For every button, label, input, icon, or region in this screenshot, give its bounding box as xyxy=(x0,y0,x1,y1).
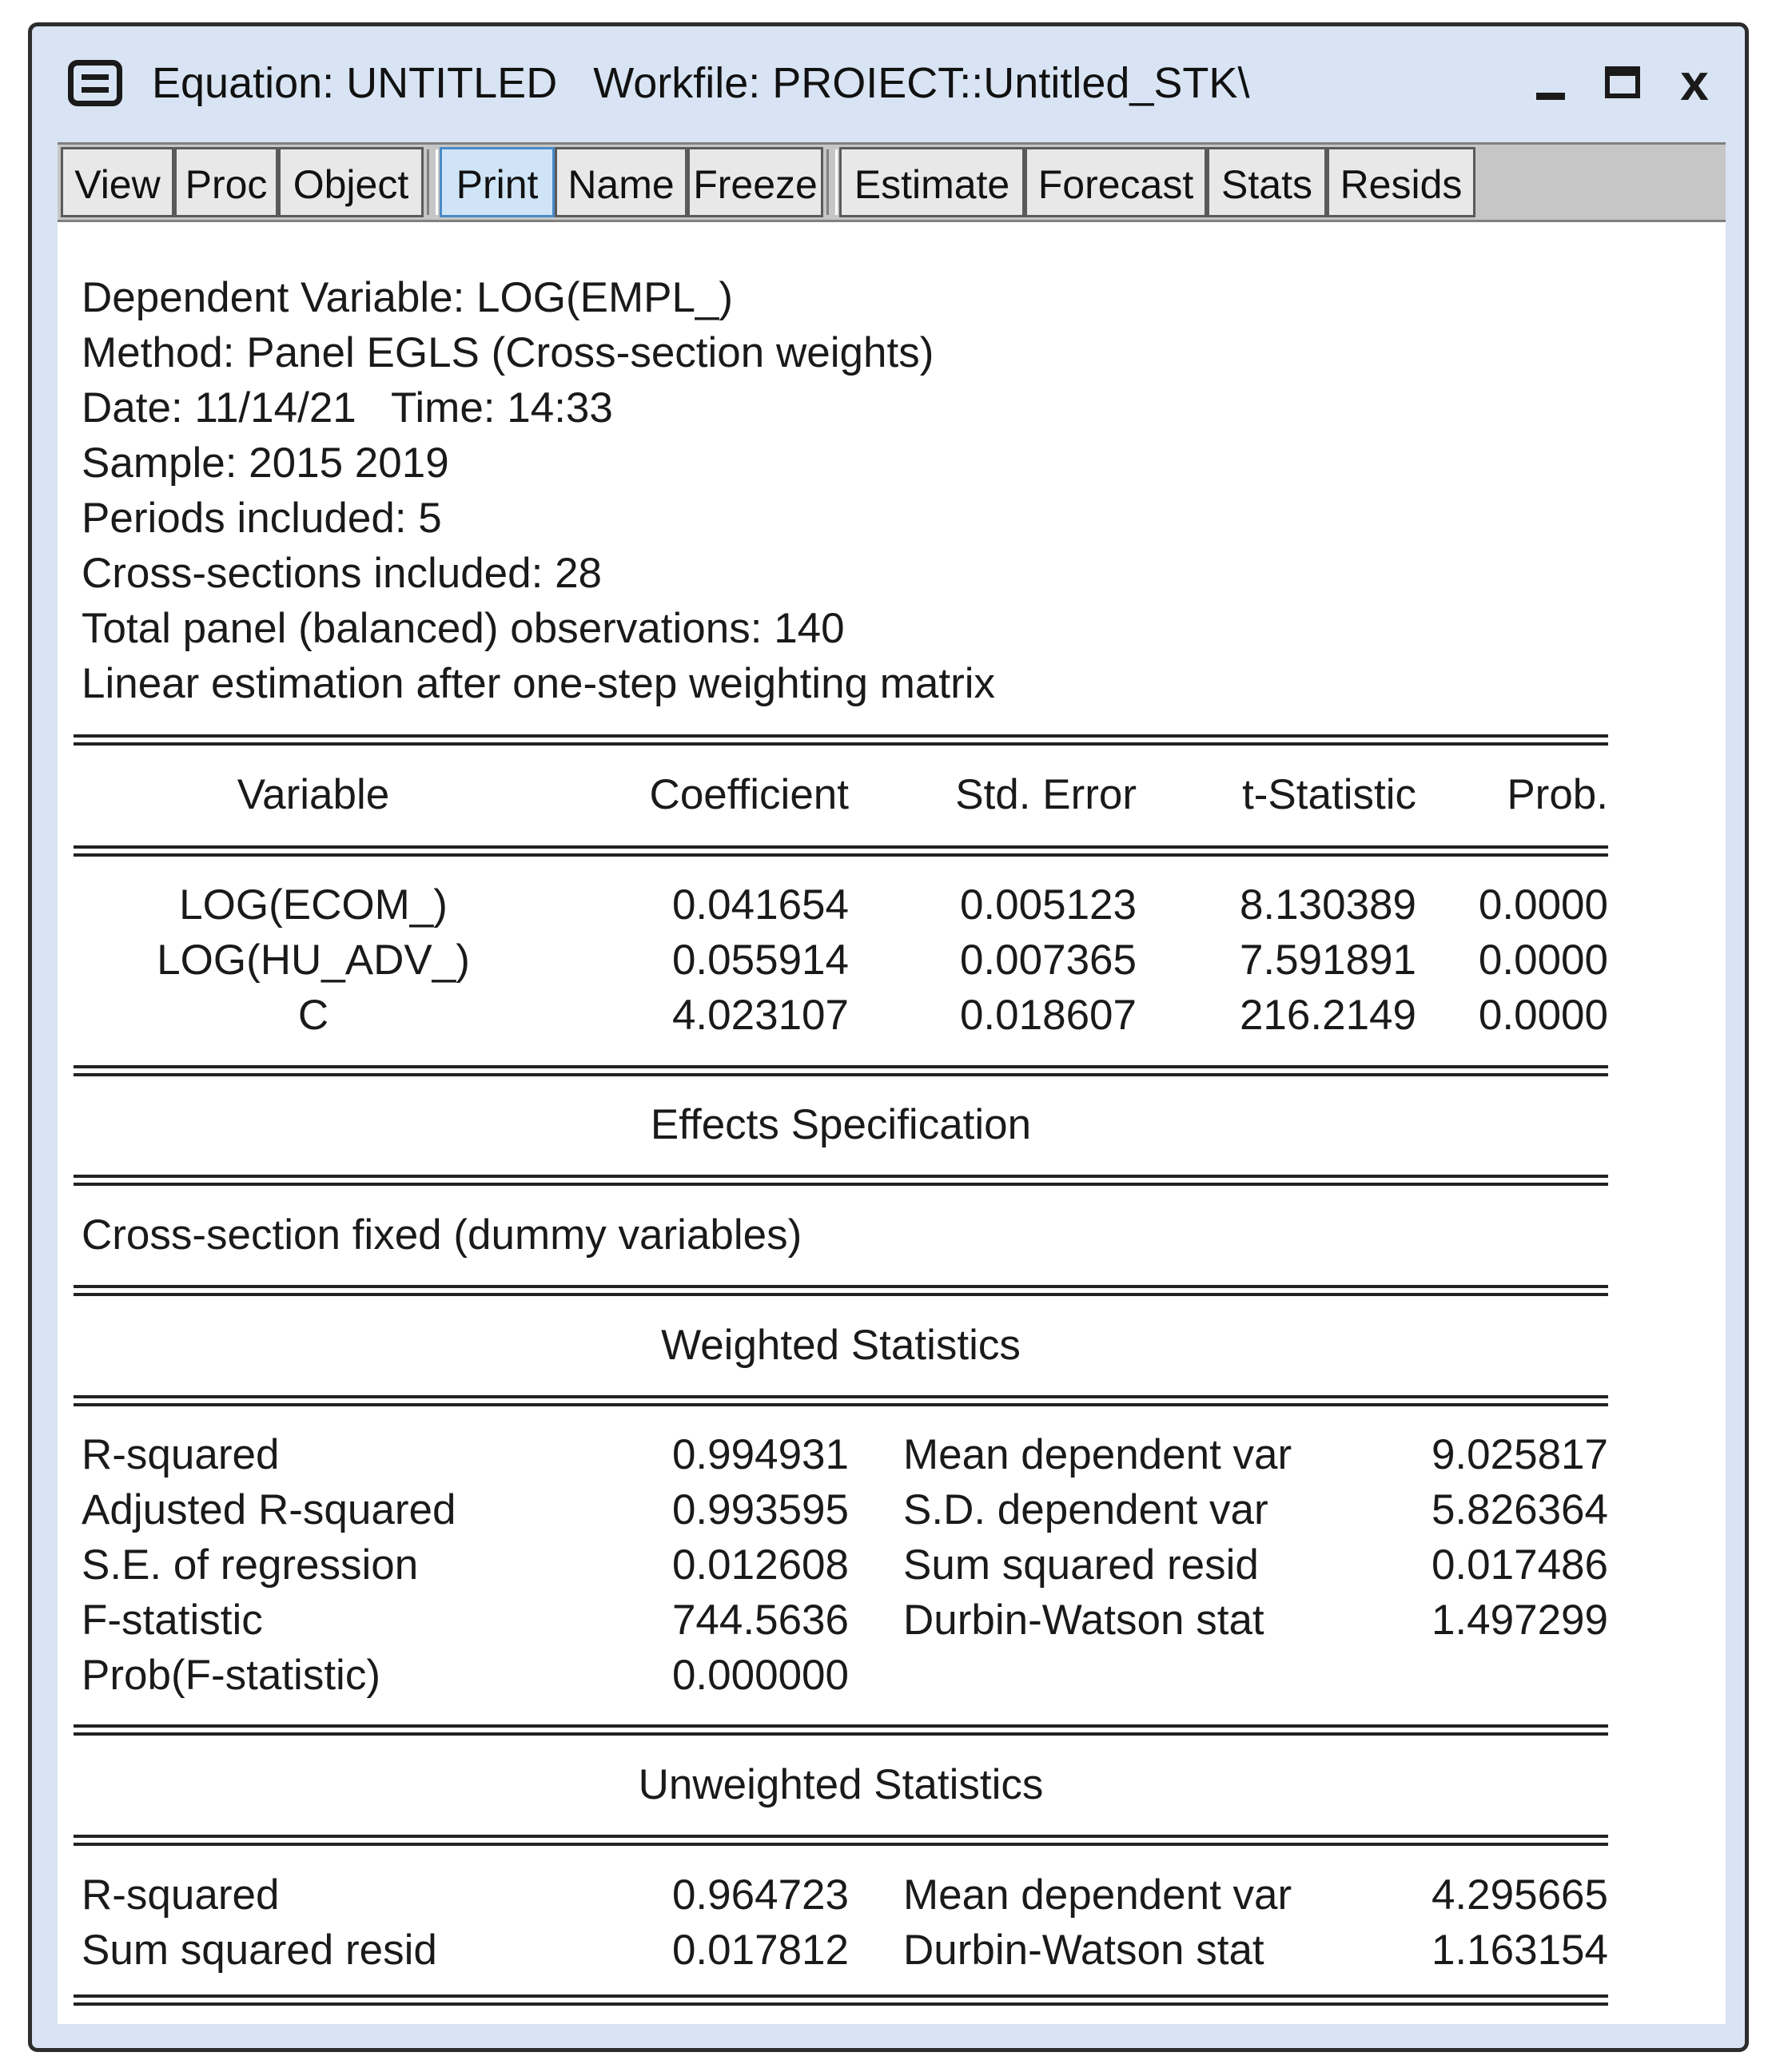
std-error-value: 0.005123 xyxy=(959,881,1137,929)
method-line: Method: Panel EGLS (Cross-section weights) xyxy=(82,329,934,376)
close-icon[interactable]: x xyxy=(1680,54,1709,111)
equation-window xyxy=(28,22,1749,2052)
stat-label: R-squared xyxy=(82,1431,280,1478)
header-t-statistic: t-Statistic xyxy=(1242,771,1416,818)
estimate-button[interactable]: Estimate xyxy=(839,147,1025,217)
sample-line: Sample: 2015 2019 xyxy=(82,439,449,487)
stat-label: R-squared xyxy=(82,1871,280,1919)
stat-label: Adjusted R-squared xyxy=(82,1486,456,1533)
effects-spec-line: Cross-section fixed (dummy variables) xyxy=(82,1211,802,1259)
table-rule xyxy=(74,1285,1608,1296)
prob-value: 0.0000 xyxy=(1478,937,1608,984)
std-error-value: 0.007365 xyxy=(959,937,1137,984)
stat-label: S.E. of regression xyxy=(82,1541,419,1589)
stat-label: Mean dependent var xyxy=(903,1431,1292,1478)
table-rule xyxy=(74,1175,1608,1186)
periods-line: Periods included: 5 xyxy=(82,495,442,542)
coefficient-value: 0.041654 xyxy=(671,881,849,929)
toolbar-separator xyxy=(427,149,438,215)
resids-button[interactable]: Resids xyxy=(1327,147,1475,217)
dependent-variable: Dependent Variable: LOG(EMPL_) xyxy=(82,274,734,321)
t-statistic-value: 7.591891 xyxy=(1239,937,1416,984)
stat-value: 1.497299 xyxy=(1431,1597,1608,1644)
variable-name: LOG(ECOM_) xyxy=(179,881,448,929)
variable-name: LOG(HU_ADV_) xyxy=(157,937,470,984)
stat-label: F-statistic xyxy=(82,1597,263,1644)
stat-label: Durbin-Watson stat xyxy=(903,1927,1264,1974)
unweighted-statistics-title: Unweighted Statistics xyxy=(638,1761,1044,1808)
forecast-button[interactable]: Forecast xyxy=(1025,147,1207,217)
stat-value: 0.017486 xyxy=(1431,1541,1608,1589)
stat-value: 0.993595 xyxy=(671,1486,849,1533)
proc-button[interactable]: Proc xyxy=(174,147,278,217)
stat-value: 0.994931 xyxy=(671,1431,849,1478)
table-rule xyxy=(74,1994,1608,2006)
table-rule xyxy=(74,1065,1608,1076)
stat-value: 0.964723 xyxy=(671,1871,849,1919)
name-button[interactable]: Name xyxy=(555,147,687,217)
t-statistic-value: 8.130389 xyxy=(1239,881,1416,929)
coefficient-value: 0.055914 xyxy=(671,937,849,984)
stat-label: S.D. dependent var xyxy=(903,1486,1268,1533)
table-rule xyxy=(74,1835,1608,1846)
view-button[interactable]: View xyxy=(61,147,174,217)
freeze-button[interactable]: Freeze xyxy=(687,147,823,217)
stat-value: 5.826364 xyxy=(1431,1486,1608,1533)
system-menu-icon[interactable] xyxy=(68,60,122,106)
header-std-error: Std. Error xyxy=(955,771,1137,818)
cross-sections-line: Cross-sections included: 28 xyxy=(82,550,603,597)
table-rule xyxy=(74,1395,1608,1406)
std-error-value: 0.018607 xyxy=(959,992,1137,1039)
stat-value: 0.017812 xyxy=(671,1927,849,1974)
print-button[interactable]: Print xyxy=(440,147,555,217)
object-button[interactable]: Object xyxy=(278,147,424,217)
toolbar xyxy=(58,142,1726,222)
minimize-icon[interactable] xyxy=(1527,58,1575,106)
stat-value: 4.295665 xyxy=(1431,1871,1608,1919)
weighted-statistics-title: Weighted Statistics xyxy=(661,1322,1021,1369)
stat-label: Prob(F-statistic) xyxy=(82,1652,380,1699)
stat-value: 0.000000 xyxy=(671,1652,849,1699)
observations-line: Total panel (balanced) observations: 140 xyxy=(82,605,845,652)
variable-name: C xyxy=(297,992,329,1039)
estimation-line: Linear estimation after one-step weighting matrix xyxy=(82,660,996,707)
effects-specification-title: Effects Specification xyxy=(650,1101,1032,1148)
header-variable: Variable xyxy=(237,771,390,818)
header-coefficient: Coefficient xyxy=(649,771,849,818)
title-bar[interactable] xyxy=(32,26,1745,134)
table-rule xyxy=(74,845,1608,857)
window-title: Equation: UNTITLED Workfile: PROIECT::Untitled_STK\ xyxy=(152,59,1250,107)
stat-label: Sum squared resid xyxy=(82,1927,437,1974)
stat-value: 0.012608 xyxy=(671,1541,849,1589)
table-rule xyxy=(74,734,1608,746)
stat-value: 9.025817 xyxy=(1431,1431,1608,1478)
coefficient-value: 4.023107 xyxy=(671,992,849,1039)
prob-value: 0.0000 xyxy=(1478,992,1608,1039)
stat-label: Durbin-Watson stat xyxy=(903,1597,1264,1644)
stat-value: 1.163154 xyxy=(1431,1927,1608,1974)
table-rule xyxy=(74,1724,1608,1736)
toolbar-separator xyxy=(826,149,838,215)
stats-button[interactable]: Stats xyxy=(1207,147,1327,217)
stat-value: 744.5636 xyxy=(671,1597,849,1644)
output-panel[interactable] xyxy=(58,222,1726,2024)
header-prob: Prob. xyxy=(1507,771,1608,818)
stat-label: Mean dependent var xyxy=(903,1871,1292,1919)
date-time-line: Date: 11/14/21 Time: 14:33 xyxy=(82,384,613,432)
t-statistic-value: 216.2149 xyxy=(1239,992,1416,1039)
stat-label: Sum squared resid xyxy=(903,1541,1259,1589)
maximize-icon[interactable] xyxy=(1599,58,1647,106)
prob-value: 0.0000 xyxy=(1478,881,1608,929)
